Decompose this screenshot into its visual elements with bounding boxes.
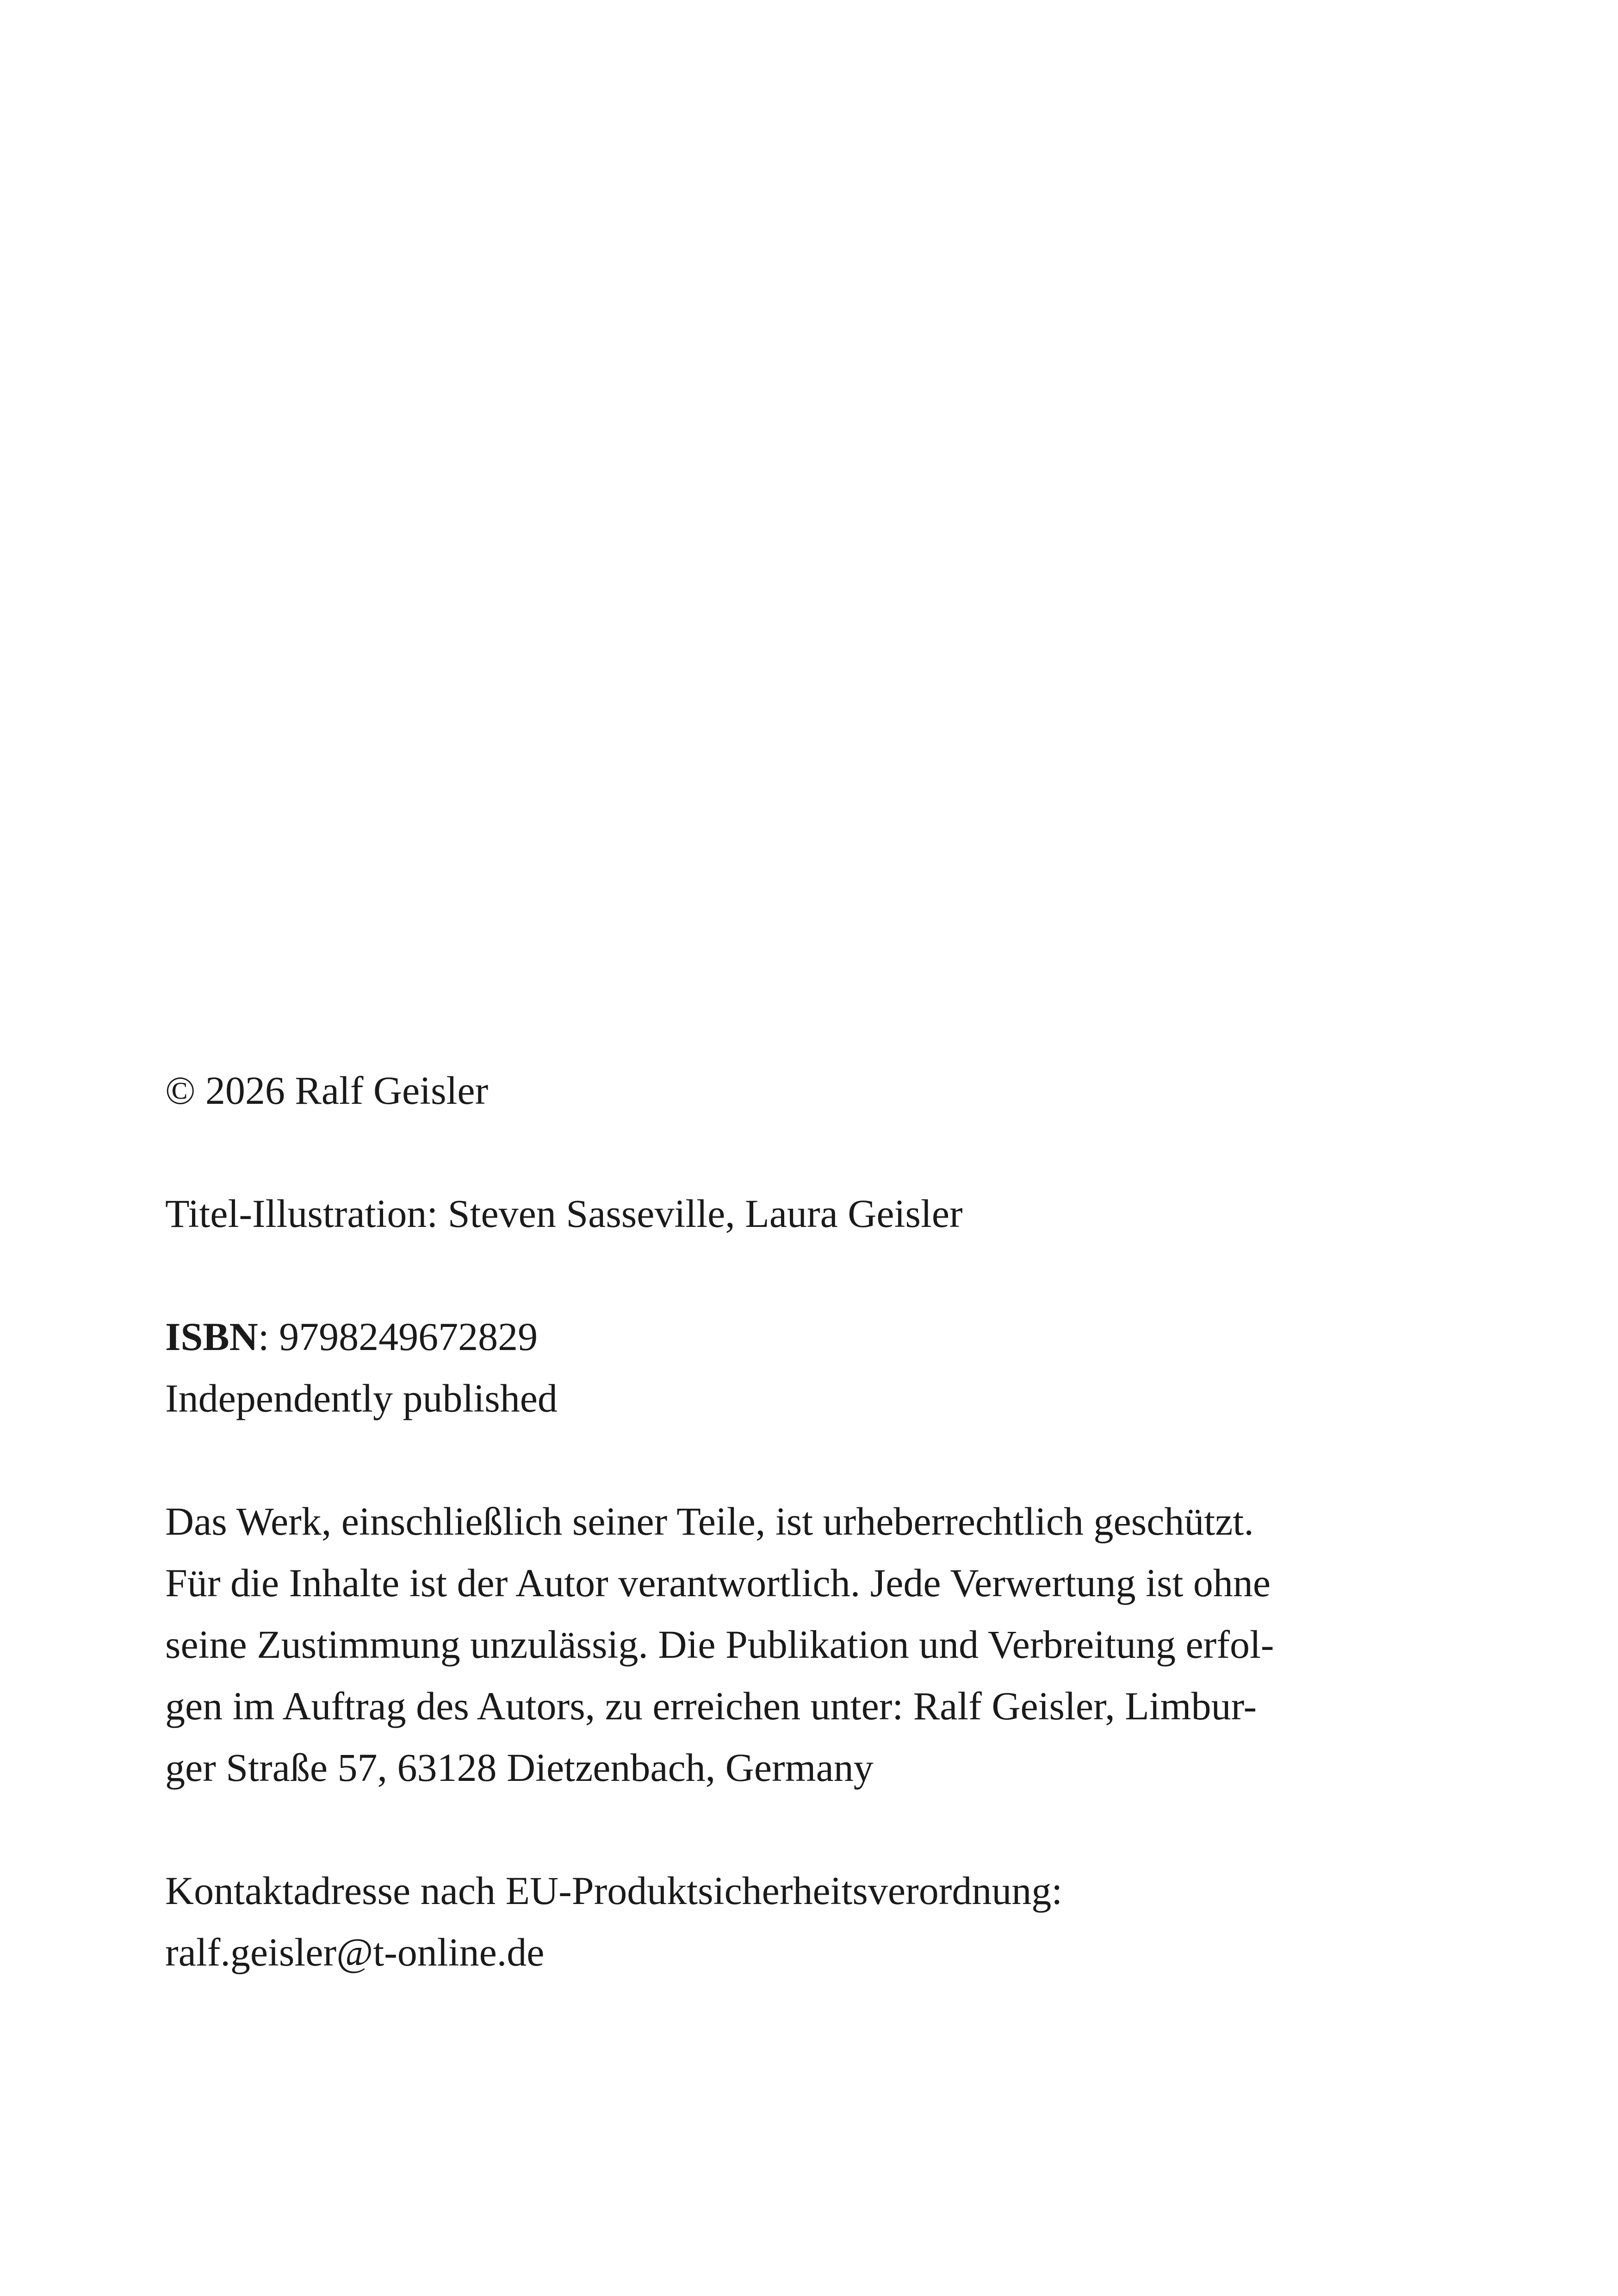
- isbn-value: : 9798249672829: [258, 1314, 538, 1359]
- rights-paragraph: [165, 1491, 1456, 1798]
- illustration-credit: Titel-Illustration: Steven Sasseville, Laura Geisler: [165, 1191, 963, 1236]
- rights-line: gen im Auftrag des Autors, zu erreichen unter: Ralf Geisler, Limbur-: [165, 1684, 1257, 1728]
- imprint-block: [165, 1060, 1456, 1983]
- rights-line: seine Zustimmung unzulässig. Die Publikation und Verbreitung erfol-: [165, 1622, 1274, 1667]
- isbn-label: ISBN: [165, 1314, 258, 1359]
- spacer: [165, 1244, 1456, 1306]
- rights-line: ger Straße 57, 63128 Dietzenbach, Germany: [165, 1745, 874, 1790]
- spacer: [165, 1121, 1456, 1183]
- copyright-line: © 2026 Ralf Geisler: [165, 1068, 489, 1113]
- isbn-line: [165, 1306, 1456, 1368]
- rights-line: Das Werk, einschließlich seiner Teile, ist urheberrechtlich geschützt.: [165, 1499, 1254, 1543]
- contact-email: ralf.geisler@t-online.de: [165, 1930, 545, 1974]
- spacer: [165, 1798, 1456, 1860]
- spacer: [165, 1429, 1456, 1491]
- contact-label: Kontaktadresse nach EU-Produktsicherheitsverordnung:: [165, 1868, 1063, 1913]
- rights-line: Für die Inhalte ist der Autor verantwortlich. Jede Verwertung ist ohne: [165, 1561, 1271, 1605]
- publisher-line: Independently published: [165, 1376, 558, 1420]
